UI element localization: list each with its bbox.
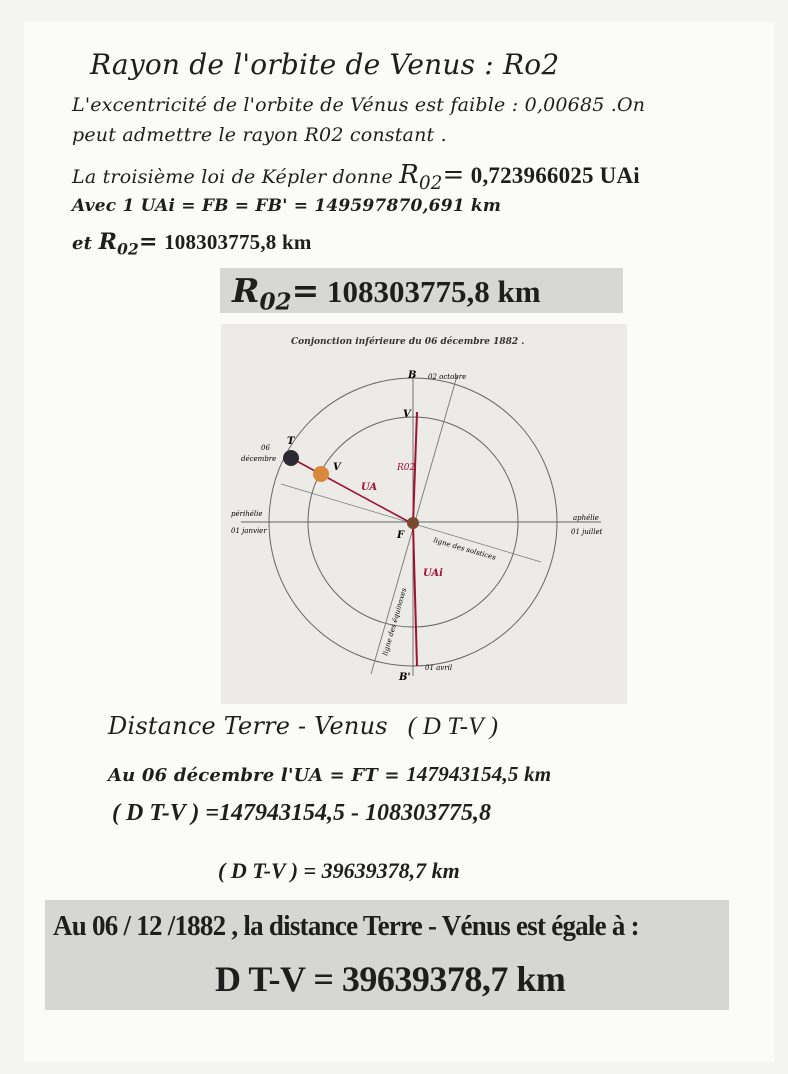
label-t-date-month: décembre: [241, 455, 277, 463]
label-t-date-day: 06: [261, 444, 270, 452]
ua-line: [291, 458, 413, 524]
diagram-caption: Conjonction inférieure du 06 décembre 1882 .: [291, 337, 525, 347]
r02-symbol: $R_{02}=$: [98, 229, 158, 259]
distance-heading: [108, 712, 498, 741]
result-value: D T-V = 39639378,7 km: [215, 959, 566, 999]
label-b-date: 02 octobre: [428, 373, 467, 381]
label-aphelie-date: 01 juillet: [571, 528, 603, 536]
label-equinoxes: ligne des équinoxes: [381, 586, 409, 657]
label-v-planet: V: [333, 462, 341, 473]
eccentricity-text: L'excentricité de l'orbite de Vénus est faible : 0,00685 .On: [72, 94, 646, 116]
earth-planet: [283, 450, 299, 466]
page-title: Rayon de l'orbite de Venus : Ro2: [90, 48, 560, 81]
orbit-diagram: [221, 324, 627, 704]
r02-km-prefix: et: [72, 233, 93, 254]
label-bprime: B': [399, 672, 411, 683]
label-f: F: [397, 530, 405, 541]
label-ua: UA: [361, 482, 378, 493]
uai-radius-line: [413, 524, 417, 666]
label-solstices: ligne des solstices: [432, 536, 497, 562]
distance-heading-text: Distance Terre - Venus: [108, 712, 388, 740]
label-t: T: [287, 436, 295, 447]
label-perihelie: périhélie: [231, 510, 263, 518]
ua-december-value: 147943154,5 km: [406, 762, 552, 786]
r02-highlight-value: 108303775,8 km: [326, 274, 541, 309]
distance-heading-symbol: ( D T-V ): [407, 713, 499, 740]
label-aphelie: aphélie: [573, 514, 599, 522]
label-b: B: [408, 370, 417, 381]
label-perihelie-date: 01 janvier: [231, 527, 267, 535]
result-statement: Au 06 / 12 /1882 , la distance Terre - Vénus est égale à :: [53, 910, 639, 942]
ua-december-text: [108, 762, 551, 787]
label-bprime-date: 01 avril: [425, 664, 453, 672]
r02-highlight-text: [232, 271, 541, 316]
kepler-law-text: [72, 160, 640, 194]
r02-km-value: 108303775,8 km: [164, 230, 312, 254]
r02-symbol: $R_{02}=$: [232, 271, 320, 316]
constant-radius-text: peut admettre le rayon R02 constant .: [72, 124, 447, 146]
distance-result-line: ( D T-V ) = 39639378,7 km: [218, 858, 460, 883]
r02-symbol: $R_{02}=$: [399, 160, 465, 195]
subtraction-formula: ( D T-V ) =147943154,5 - 108303775,8: [112, 800, 492, 826]
sun: [407, 517, 419, 529]
r02-uai-value: 0,723966025 UAi: [470, 163, 640, 188]
label-uai: UAi: [423, 568, 443, 579]
kepler-law-label: La troisième loi de Képler donne: [72, 166, 393, 188]
r02-km-text: [72, 229, 312, 258]
ua-december-label: Au 06 décembre l'UA = FT =: [108, 765, 400, 786]
label-r02: R02: [397, 463, 416, 473]
venus-planet: [313, 466, 329, 482]
uai-definition-text: Avec 1 UAi = FB = FB' = 149597870,691 km: [72, 196, 502, 216]
label-v-top: V: [403, 409, 411, 420]
r02-highlight-box: [220, 268, 623, 316]
result-highlight-box: [45, 900, 729, 1010]
